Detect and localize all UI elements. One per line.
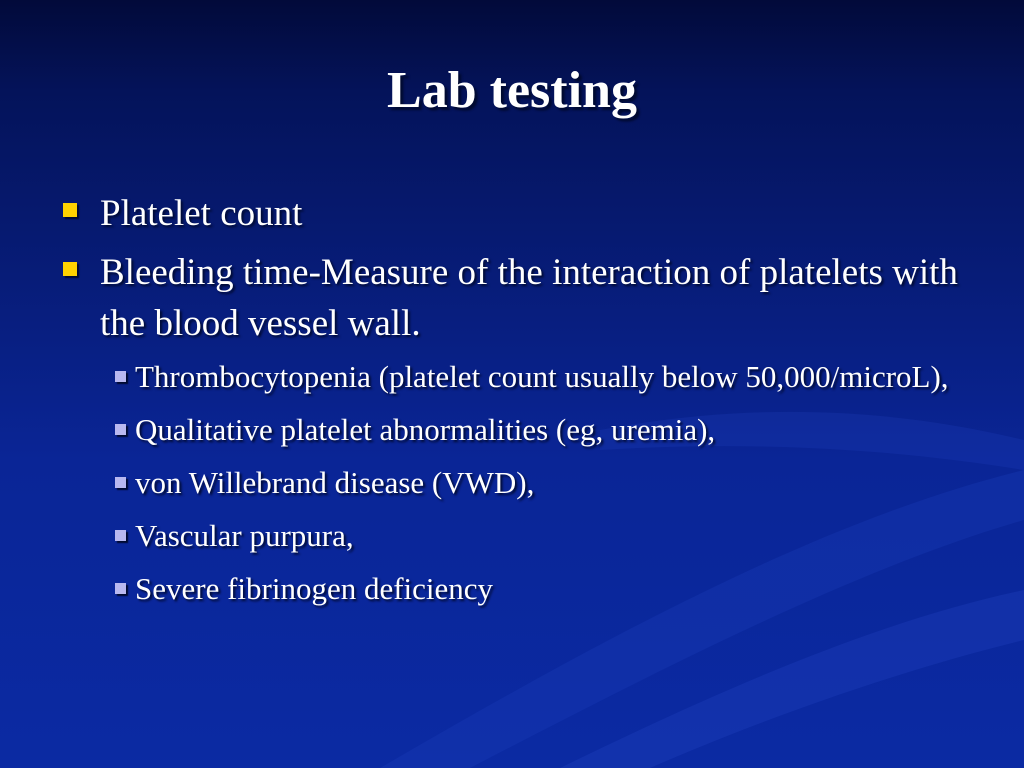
square-bullet-icon: [115, 424, 126, 435]
square-bullet-icon: [115, 583, 126, 594]
bullet-text: Bleeding time-Measure of the interaction of platelets with the blood vessel wall.: [100, 252, 958, 344]
sub-bullet-item: [105, 463, 960, 503]
sub-bullet-text: von Willebrand disease (VWD),: [135, 465, 535, 500]
sub-bullet-text: Qualitative platelet abnormalities (eg, uremia),: [135, 412, 716, 447]
square-bullet-icon: [115, 477, 126, 488]
sub-bullet-text: Thrombocytopenia (platelet count usually below 50,000/microL),: [135, 359, 949, 394]
sub-bullet-item: [105, 357, 960, 397]
sub-bullet-text: Severe fibrinogen deficiency: [135, 571, 494, 606]
sub-bullet-item: [105, 410, 960, 450]
slide-title: Lab testing: [387, 62, 637, 119]
square-bullet-icon: [115, 530, 126, 541]
sub-bullet-text: Vascular purpura,: [135, 518, 354, 553]
square-bullet-icon: [63, 262, 77, 276]
bullet-item: [60, 247, 960, 349]
square-bullet-icon: [115, 371, 126, 382]
bullet-text: Platelet count: [100, 193, 303, 234]
square-bullet-icon: [63, 203, 77, 217]
bullet-item: [60, 188, 960, 239]
slide-content: [60, 188, 960, 622]
sub-bullet-item: [105, 569, 960, 609]
sub-bullet-item: [105, 516, 960, 556]
